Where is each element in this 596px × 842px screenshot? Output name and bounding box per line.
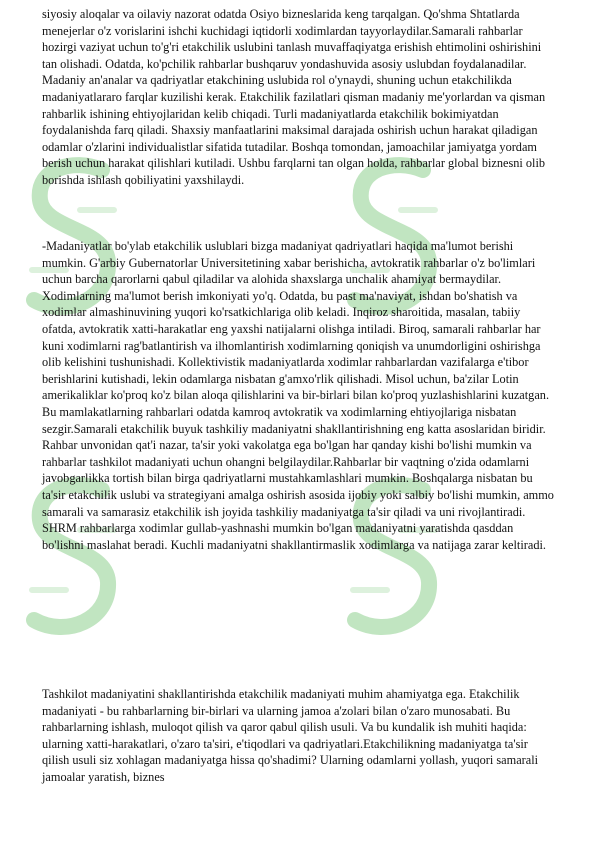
body-paragraph: -Madaniyatlar bo'ylab etakchilik uslublari bizga madaniyat qadriyatlari haqida ma'lumot berishi mumkin. G'arbiy Gubernatorlar Universitetining xabar berishicha, avtokratik rahbarlar o'z bo'limlari uchun barcha qarorlarni qabul qiladilar va alohida shaxslarga unchalik ahamiyat bermaydilar. Xodimlarning ma'lumot berish imkoniyati yo'q. Odatda, bu past ma'naviyat, ishdan bo'shatish va xodimlar almashinuvining yuqori ko'rsatkichlariga olib keladi. Inqiroz sharoitida, masalan, tabiiy ofatda, avtokratik xatti-harakatlar eng yaxshi natijalarni olishga intiladi. Biroq, samarali rahbarlar har kuni xodimlarni rag'batlantirish va ilhomlantirish xodimlarning qoniqish va unumdorligini oshirishga olib kelishini tushunishadi. Kollektivistik madaniyatlarda xodimlar rahbarlardan vazifalarga e'tibor berishlarini kutishadi, lekin odamlarga nisbatan g'amxo'rlik qilishadi. Misol uchun, ba'zilar Lotin amerikaliklar ko'proq ko'z bilan aloqa qilishlarini va bir-birlari bilan ko'proq yuzlashishlarini kuzatgan. Bu mamlakatlarning rahbarlari odatda kamroq avtokratik va xodimlarning ehtiyojlariga nisbatan sezgir.Samarali etakchilik buyuk tashkiliy madaniyatni shakllantirishning eng katta asoslaridan biridir. Rahbar unvonidan qat'i nazar, ta'sir yoki vakolatga ega bo'lgan har qanday kishi bo'lishi mumkin va rahbarlar tashkilot madaniyati uchun ohangni belgilaydilar.Rahbarlar bir vaqtning o'zida odamlarni javobgarlikka tortish bilan birga qadriyatlarni mustahkamlashlari mumkin. Boshqalarga nisbatan bu ta'sir etakchilik uslubi va strategiyani amalga oshirish asosida ijobiy yoki salbiy bo'lishi mumkin, ammo samarali va samarasiz etakchilik ish joyida tashkiliy madaniyatga ta'sir qiladi va uni rivojlantiradi. SHRM rahbarlarga xodimlar gullab-yashnashi mumkin bo'lgan madaniyatni yaratishda qasddan bo'lishni maslahat beradi. Kuchli madaniyatni shakllantirmaslik xodimlarga va natijaga zarar keltiradi. [42, 239, 554, 552]
body-paragraph: siyosiy aloqalar va oilaviy nazorat odatda Osiyo bizneslarida keng tarqalgan. Qo'shma Shtatlarda menejerlar o'z vorislarini ishchi kuchidagi iqtidorli xodimlardan tayyorlaydilar.Samarali rahbarlar hozirgi vaziyat uchun to'g'ri etakchilik uslubini tanlash muvaffaqiyatga erishish ehtimolini oshirishini tan olishadi. Odatda, ko'pchilik rahbarlar bushqaruv yondashuvida asosiy uslubdan foydalanadilar. Madaniy an'analar va qadriyatlar etakchining uslubida rol o'ynaydi, shuning uchun etakchilikda madaniyatlararo farqlar kuzilishi kerak. Etakchilik fazilatlari qisman madaniy me'yorlardan va qisman rahbarlik ishining ehtiyojlaridan kelib chiqadi. Turli madaniyatlarda etakchilik bokimiyatdan foydalanishda farq qiladi. Shaxsiy manfaatlarini maksimal darajada oshirish uchun harakat qiladigan odamlar o'zlarini individualistlar sifatida tutadilar. Boshqa tomondan, jamoachilar jamiyatga yordam berish uchun harakat qilishlari kutiladi. Ushbu farqlarni tan olgan holda, rahbarlar global biznesni olib borishda ishlash qobiliyatini yaxshilaydi. [42, 7, 546, 187]
body-paragraph: Tashkilot madaniyatini shakllantirishda etakchilik madaniyati muhim ahamiyatga ega. Etakchilik madaniyati - bu rahbarlarning bir-birlari va ularning jamoa a'zolari bilan o'zaro munosabati. Bu rahbarlarning ishlash, muloqot qilish va qaror qabul qilish usuli. Va bu kundalik ish muhiti haqida: ularning xatti-harakatlari, o'zaro ta'siri, e'tiqodlari va qadriyatlari.Etakchilikning madaniyatga ta'sir qilish usuli siz xohlagan madaniyatga hissa qo'shadimi? Ularning odamlarni yollash, yuqori samarali jamoalar yaratish, biznes [42, 687, 539, 784]
